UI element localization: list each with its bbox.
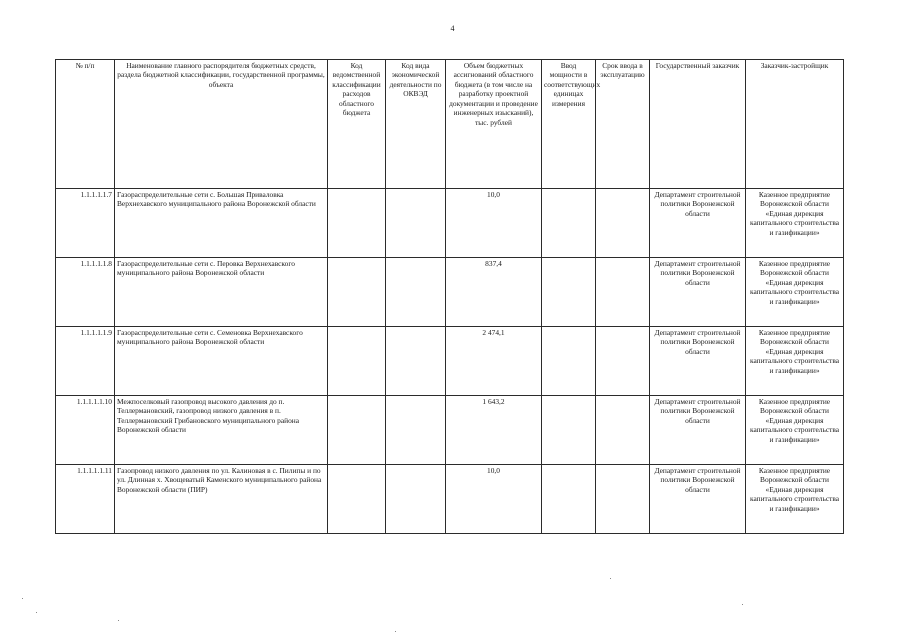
- okved-cell: [386, 327, 446, 396]
- customer-cell: Департамент строительной политики Воронежской области: [650, 465, 746, 534]
- okved-cell: [386, 465, 446, 534]
- okved-cell: [386, 396, 446, 465]
- customer-cell: Департамент строительной политики Воронежской области: [650, 258, 746, 327]
- scan-speck: [22, 598, 23, 599]
- customer-cell: Департамент строительной политики Воронежской области: [650, 396, 746, 465]
- developer-cell: Казенное предприятие Воронежской области «Единая дирекция капитального строительства и газификации»: [746, 396, 844, 465]
- capacity-cell: [542, 327, 596, 396]
- table-row: [56, 327, 844, 396]
- customer-cell: Департамент строительной политики Воронежской области: [650, 189, 746, 258]
- customer-cell: Департамент строительной политики Воронежской области: [650, 327, 746, 396]
- budget-table: [55, 59, 844, 534]
- object-name: Межпоселковый газопровод высокого давления до п. Теллермановский, газопровод низкого давления в п. Теллермановский Грибановского муниципального района Воронежской области: [115, 396, 328, 465]
- scan-speck: [610, 578, 611, 579]
- object-name: Газораспределительные сети с. Большая Приваловка Верхнехавского муниципального района Воронежской области: [115, 189, 328, 258]
- row-num: 1.1.1.1.1.11: [56, 465, 115, 534]
- capacity-cell: [542, 258, 596, 327]
- volume-cell: 10,0: [446, 189, 542, 258]
- developer-cell: Казенное предприятие Воронежской области «Единая дирекция капитального строительства и газификации»: [746, 189, 844, 258]
- volume-cell: 1 643,2: [446, 396, 542, 465]
- row-num: 1.1.1.1.1.8: [56, 258, 115, 327]
- scan-speck: [742, 604, 743, 605]
- row-num: 1.1.1.1.1.9: [56, 327, 115, 396]
- term-cell: [596, 465, 650, 534]
- header-customer: Государственный заказчик: [650, 60, 746, 189]
- capacity-cell: [542, 465, 596, 534]
- dept-code-cell: [328, 465, 386, 534]
- term-cell: [596, 327, 650, 396]
- header-name: Наименование главного распорядителя бюджетных средств, раздела бюджетной классификации, государственной программы, объекта: [115, 60, 328, 189]
- dept-code-cell: [328, 258, 386, 327]
- scan-speck: [118, 620, 119, 621]
- row-num: 1.1.1.1.1.7: [56, 189, 115, 258]
- table-row: [56, 189, 844, 258]
- header-developer: Заказчик-застройщик: [746, 60, 844, 189]
- capacity-cell: [542, 189, 596, 258]
- capacity-cell: [542, 396, 596, 465]
- volume-cell: 837,4: [446, 258, 542, 327]
- table-row: [56, 465, 844, 534]
- table-row: [56, 396, 844, 465]
- row-num: 1.1.1.1.1.10: [56, 396, 115, 465]
- okved-cell: [386, 258, 446, 327]
- term-cell: [596, 396, 650, 465]
- developer-cell: Казенное предприятие Воронежской области «Единая дирекция капитального строительства и газификации»: [746, 327, 844, 396]
- term-cell: [596, 258, 650, 327]
- volume-cell: 2 474,1: [446, 327, 542, 396]
- table-header-row: [56, 60, 844, 189]
- volume-cell: 10,0: [446, 465, 542, 534]
- header-okved: Код вида экономической деятельности по ОКВЭД: [386, 60, 446, 189]
- okved-cell: [386, 189, 446, 258]
- header-num: № п/п: [56, 60, 115, 189]
- header-volume: Объем бюджетных ассигнований областного бюджета (в том числе на разработку проектной документации и проведение инженерных изысканий), тыс. рублей: [446, 60, 542, 189]
- developer-cell: Казенное предприятие Воронежской области «Единая дирекция капитального строительства и газификации»: [746, 465, 844, 534]
- object-name: Газопровод низкого давления по ул. Калиновая в с. Пилипы и по ул. Длинная х. Хвощеватый Каменского муниципального района Воронежской области (ПИР): [115, 465, 328, 534]
- header-dept-code: Код ведомственной классификации расходов областного бюджета: [328, 60, 386, 189]
- scan-speck: [395, 631, 396, 632]
- dept-code-cell: [328, 189, 386, 258]
- page-number: 4: [450, 24, 455, 33]
- table-row: [56, 258, 844, 327]
- term-cell: [596, 189, 650, 258]
- developer-cell: Казенное предприятие Воронежской области «Единая дирекция капитального строительства и газификации»: [746, 258, 844, 327]
- dept-code-cell: [328, 396, 386, 465]
- scan-speck: [36, 612, 37, 613]
- object-name: Газораспределительные сети с. Семеновка Верхнехавского муниципального района Воронежской области: [115, 327, 328, 396]
- object-name: Газораспределительные сети с. Перовка Верхнехавского муниципального района Воронежской области: [115, 258, 328, 327]
- header-capacity: Ввод мощности в соответствующих единицах измерения: [542, 60, 596, 189]
- dept-code-cell: [328, 327, 386, 396]
- header-term: Срок ввода в эксплуатацию: [596, 60, 650, 189]
